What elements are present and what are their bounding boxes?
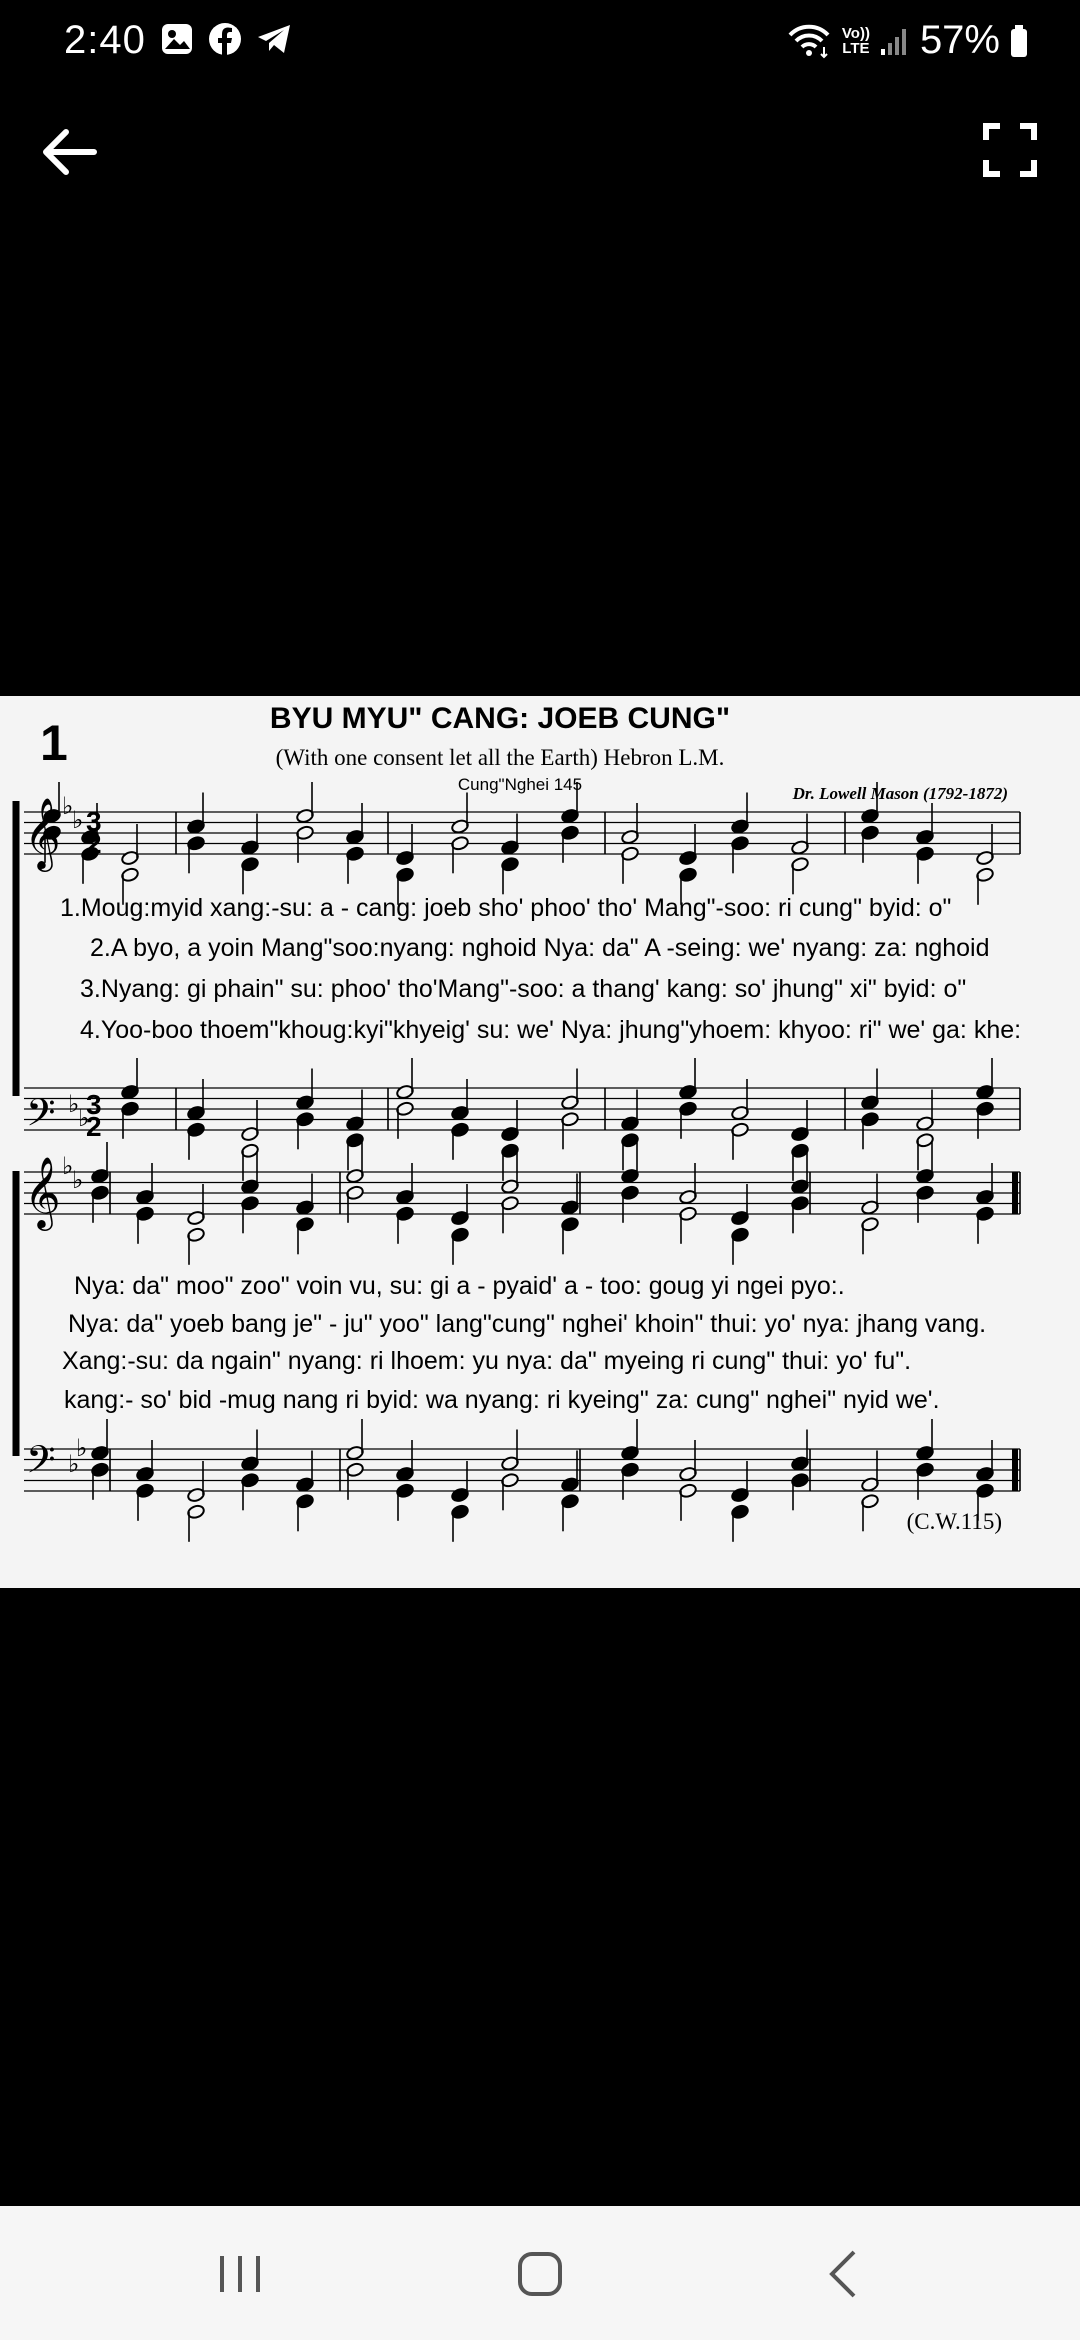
home-button[interactable]	[500, 2234, 580, 2314]
time-sig-top: 3	[86, 806, 102, 837]
final-bar-line	[1012, 1449, 1018, 1491]
key-flat-icon: ♭	[72, 1167, 84, 1194]
key-flat-icon: ♭	[62, 793, 74, 820]
status-bar	[0, 0, 1080, 88]
key-flat-icon: ♭	[68, 1091, 80, 1118]
wifi-icon	[786, 23, 832, 59]
time-sig-bottom: 2	[86, 828, 102, 859]
home-icon	[520, 2254, 560, 2294]
back-arrow-button[interactable]	[36, 118, 104, 186]
key-flat-icon: ♭	[62, 1153, 74, 1180]
back-chevron-icon	[832, 2252, 854, 2296]
battery-percent: 57%	[919, 18, 1000, 62]
sheet-music-image[interactable]	[0, 696, 1080, 1588]
battery-icon	[1010, 24, 1028, 58]
telegram-icon	[256, 22, 292, 56]
recents-button[interactable]	[200, 2234, 280, 2314]
status-time: 2:40	[64, 18, 146, 62]
bass-clef-icon: 𝄢	[26, 1091, 56, 1143]
system-icons	[786, 18, 1028, 63]
composer: Dr. Lowell Mason (1792-1872)	[792, 784, 1008, 803]
lyric-line: 4.Yoo-boo thoem"khoug:kyi"khyeig' su: we' Nya: jhung"yhoem: khyoo: ri" we' ga: khe:	[80, 1016, 1022, 1044]
recents-icon	[222, 2256, 258, 2292]
key-flat-icon: ♭	[68, 1451, 80, 1478]
volte-icon	[842, 26, 870, 56]
signal-icon	[880, 25, 910, 57]
key-flat-icon: ♭	[76, 1435, 88, 1462]
key-flat-icon: ♭	[72, 807, 84, 834]
lte-label: LTE	[842, 39, 870, 57]
bass-clef-icon: 𝄢	[26, 1438, 56, 1490]
time-sig-bottom: 2	[86, 1111, 102, 1142]
fullscreen-button[interactable]	[982, 122, 1038, 178]
notification-icons	[160, 22, 292, 56]
key-flat-icon: ♭	[78, 1105, 90, 1132]
lyric-line: Xang:-su: da ngain" nyang: ri lhoem: yu nya: da" myeing ri cung" thui: yo' fu".	[62, 1347, 912, 1375]
navigation-bar	[0, 2206, 1080, 2340]
hymn-title: BYU MYU" CANG: JOEB CUNG"	[269, 702, 731, 735]
time-sig-top: 3	[86, 1089, 102, 1120]
gallery-icon	[160, 22, 194, 56]
treble-clef-icon: 𝄞	[24, 799, 61, 868]
nav-back-button[interactable]	[804, 2234, 884, 2314]
lyric-line: 3.Nyang: gi phain" su: phoo' tho'Mang"-soo: a thang' kang: so' jhung" xi" byid: o"	[80, 975, 967, 1003]
footer-reference: (C.W.115)	[906, 1509, 1002, 1534]
lyric-line: Nya: da" moo" zoo" voin vu, su: gi a - pyaid' a - too: goug yi ngei pyo:.	[74, 1272, 845, 1300]
lyric-line: 2.A byo, a yoin Mang"soo:nyang: nghoid Nya: da" A -seing: we' nyang: za: nghoid	[90, 934, 990, 962]
hymn-number: 1	[40, 715, 68, 771]
volte-label: Vo))	[841, 24, 870, 42]
hymn-subtitle: (With one consent let all the Earth) Hebron L.M.	[275, 745, 725, 770]
score-svg	[0, 696, 1080, 1588]
hymn-reference: Cung"Nghei 145	[457, 775, 583, 794]
lyric-line: Nya: da" yoeb bang je" - ju" yoo" lang"cung" nghei' khoin" thui: yo' nya: jhang vang.	[68, 1310, 987, 1338]
final-bar-line	[1012, 1172, 1018, 1214]
facebook-icon	[208, 22, 242, 56]
lyric-line: 1.Moug:myid xang:-su: a - cang: joeb sho' phoo' tho' Mang"-soo: ri cung" byid: o"	[60, 894, 952, 922]
treble-clef-icon: 𝄞	[24, 1158, 61, 1227]
lyric-line: kang:- so' bid -mug nang ri byid: wa nyang: ri kyeing" za: cung" nghei" nyid we'.	[64, 1386, 940, 1414]
